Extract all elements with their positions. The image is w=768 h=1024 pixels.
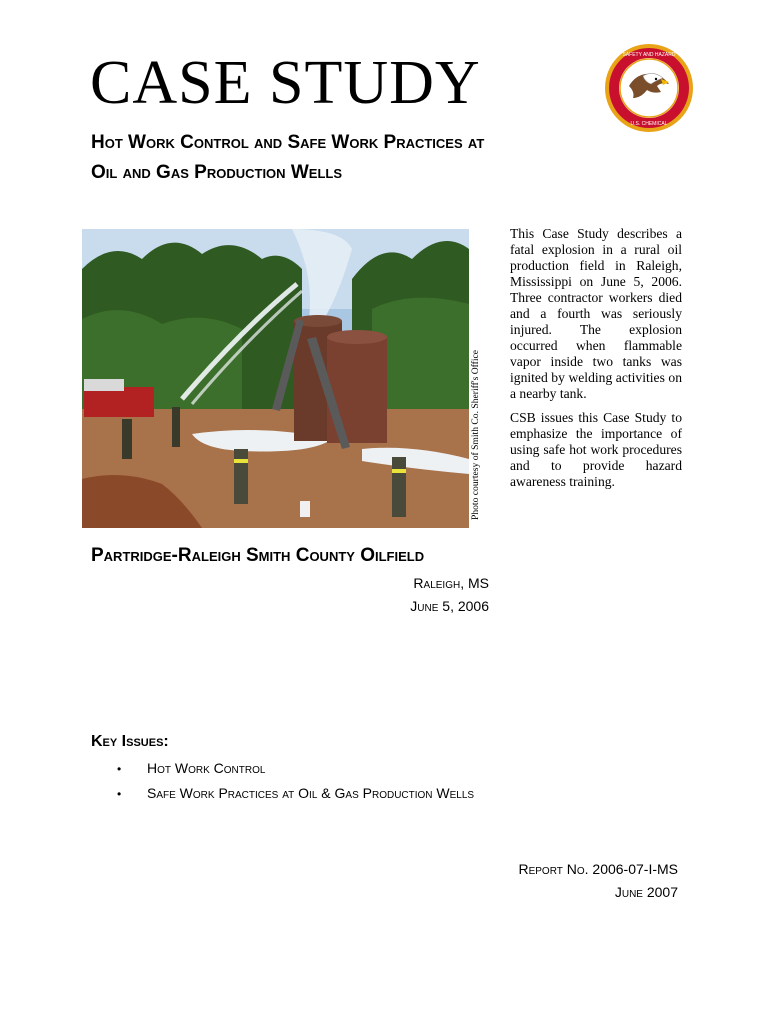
svg-text:SAFETY AND HAZARD: SAFETY AND HAZARD: [622, 52, 676, 58]
bullet-icon: •: [117, 787, 122, 801]
key-issues-list: [117, 760, 474, 810]
cover-photo: [82, 229, 469, 528]
report-number: Report No. 2006-07-I-MS: [518, 861, 678, 877]
key-issues-heading: Key Issues:: [91, 733, 169, 750]
report-subtitle: Hot Work Control and Safe Work Practices at Oil and Gas Production Wells: [91, 132, 485, 183]
summary-paragraph: This Case Study describes a fatal explosion in a rural oil production field in Raleigh, Mississippi on June 5, 2006. Three contractor workers died and a fourth was seriously injured. The explosion occurred when flammable vapor inside two tanks was ignited by welding activities on a nearby tank.: [510, 226, 682, 401]
location-title: Partridge-Raleigh Smith County Oilfield: [91, 545, 425, 566]
svg-text:U.S. CHEMICAL: U.S. CHEMICAL: [630, 121, 668, 127]
key-issue-label: Hot Work Control: [147, 760, 266, 776]
summary-text: [510, 226, 682, 498]
page-title: CASE STUDY: [90, 49, 481, 117]
incident-date: June 5, 2006: [410, 598, 489, 614]
incident-place: Raleigh, MS: [413, 575, 489, 591]
bullet-icon: •: [117, 762, 122, 776]
key-issue-label: Safe Work Practices at Oil & Gas Production Wells: [147, 785, 475, 801]
photo-credit: Photo courtesy of Smith Co. Sheriff's Office: [470, 349, 481, 520]
summary-paragraph: CSB issues this Case Study to emphasize the importance of using safe hot work procedures and to provide hazard awareness training.: [510, 410, 682, 489]
list-item: [117, 785, 474, 810]
list-item: [117, 760, 474, 785]
report-date: June 2007: [614, 884, 678, 900]
csb-seal-logo: [603, 42, 695, 134]
